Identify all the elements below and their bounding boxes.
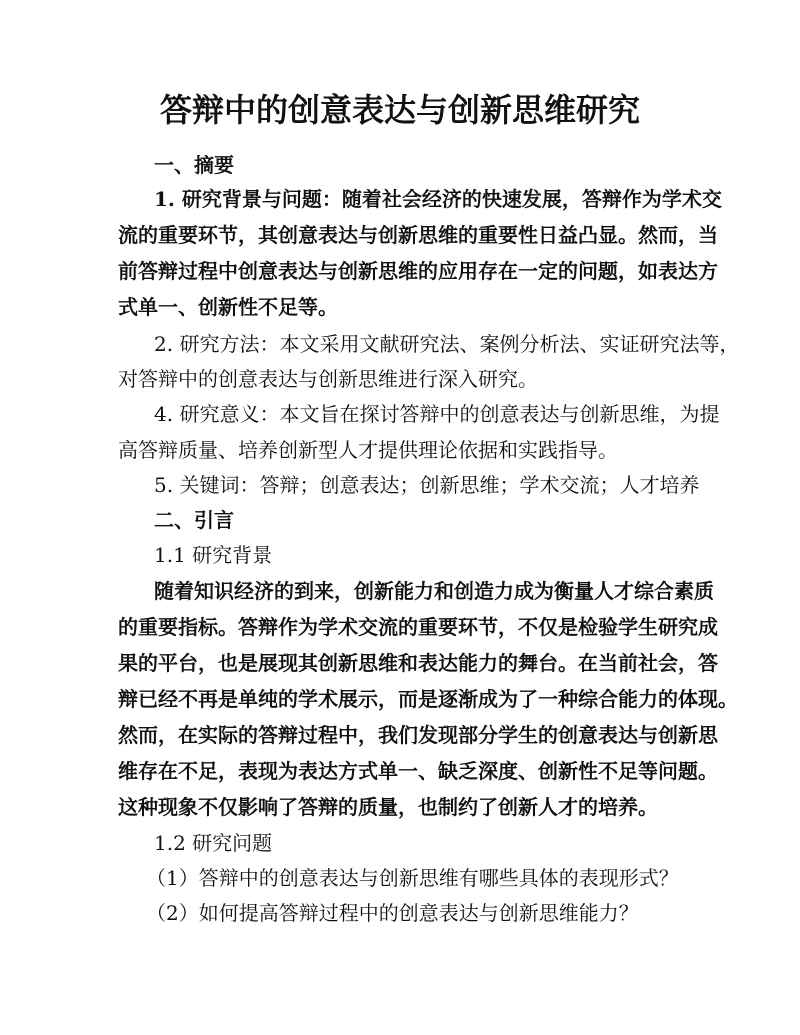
introduction-heading: 二、引言 (154, 508, 234, 532)
background-line-4: 辩已经不再是单纯的学术展示，而是逐渐成为了一种综合能力的体现。 (118, 687, 738, 711)
abstract-2-line-2: 对答辩中的创意表达与创新思维进行深入研究。 (118, 367, 538, 391)
abstract-4-line-1: 4. 研究意义：本文旨在探讨答辩中的创意表达与创新思维，为提 (154, 402, 720, 426)
abstract-heading: 一、摘要 (154, 153, 234, 177)
research-question-1: （1）答辩中的创意表达与创新思维有哪些具体的表现形式？ (146, 866, 679, 890)
abstract-1-line-1: 1. 研究背景与问题：随着社会经济的快速发展，答辩作为学术交 (154, 187, 722, 211)
background-line-1: 随着知识经济的到来，创新能力和创造力成为衡量人才综合素质 (154, 579, 714, 603)
subheading-research-question: 1.2 研究问题 (154, 831, 273, 855)
background-line-6: 维存在不足，表现为表达方式单一、缺乏深度、创新性不足等问题。 (118, 759, 718, 783)
background-line-2: 的重要指标。答辩作为学术交流的重要环节，不仅是检验学生研究成 (118, 615, 718, 639)
background-line-7: 这种现象不仅影响了答辩的质量，也制约了创新人才的培养。 (118, 795, 658, 819)
abstract-1-line-3: 前答辩过程中创意表达与创新思维的应用存在一定的问题，如表达方 (118, 259, 718, 283)
abstract-2-line-1: 2. 研究方法：本文采用文献研究法、案例分析法、实证研究法等， (154, 332, 740, 356)
keywords-line: 5. 关键词：答辩；创意表达；创新思维；学术交流；人才培养 (154, 473, 700, 497)
background-line-3: 果的平台，也是展现其创新思维和表达能力的舞台。在当前社会，答 (118, 651, 718, 675)
abstract-4-line-2: 高答辩质量、培养创新型人才提供理论依据和实践指导。 (118, 438, 618, 462)
subheading-research-background: 1.1 研究背景 (154, 543, 273, 567)
research-question-2: （2）如何提高答辩过程中的创意表达与创新思维能力？ (146, 901, 639, 925)
background-line-5: 然而，在实际的答辩过程中，我们发现部分学生的创意表达与创新思 (118, 723, 718, 747)
document-title: 答辩中的创意表达与创新思维研究 (159, 91, 640, 129)
abstract-1-line-4: 式单一、创新性不足等。 (118, 295, 338, 319)
abstract-1-line-2: 流的重要环节，其创意表达与创新思维的重要性日益凸显。然而，当 (118, 223, 718, 247)
